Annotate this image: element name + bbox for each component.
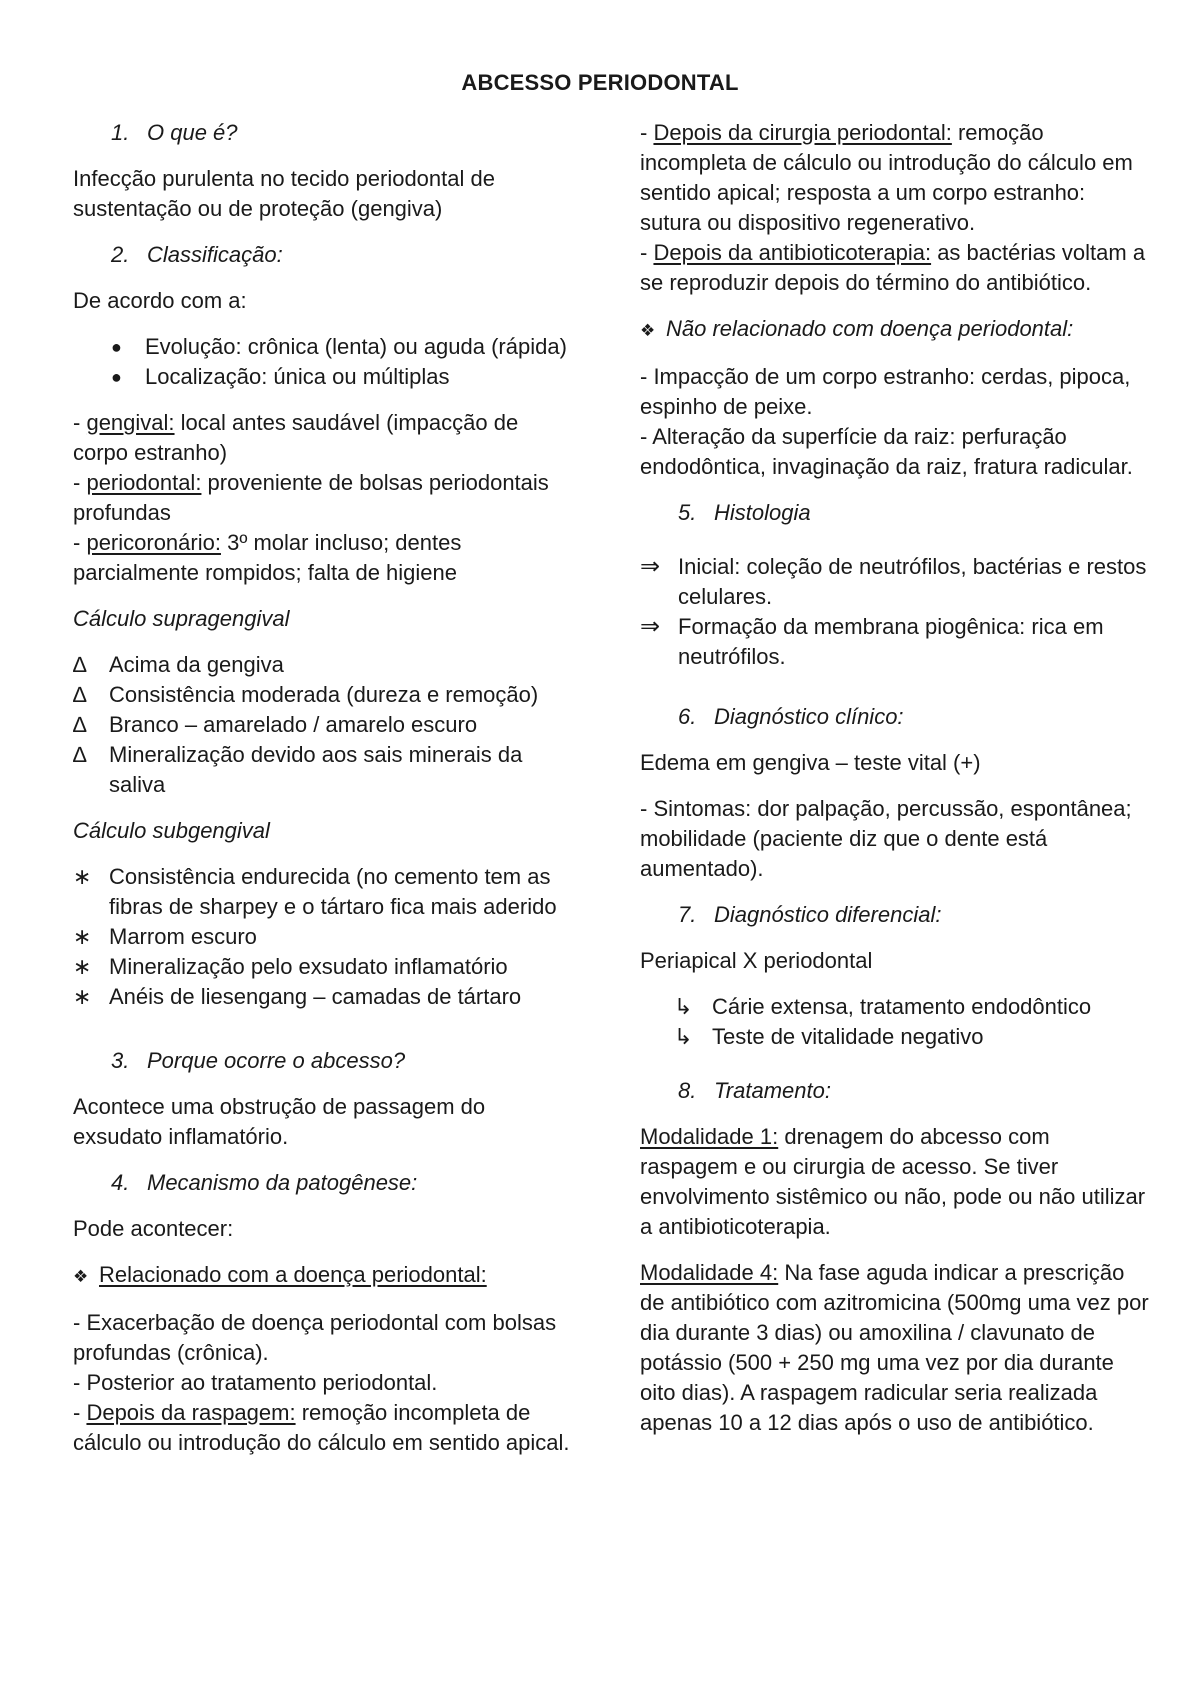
related-paragraphs <box>73 1308 578 1458</box>
related-item-1: - Exacerbação de doença periodontal com bolsas profundas (crônica). <box>73 1310 557 1365</box>
after-surgery-item: - Depois da cirurgia periodontal: remoção incompleta de cálculo ou introdução do cálculo em sentido apical; resposta a um corpo estranho: sutura ou dispositivo regenerativo. <box>640 120 1133 235</box>
paragraph-differential-intro: Periapical X periodontal <box>640 948 873 973</box>
list-item: ∗ Marrom escuro <box>73 922 578 952</box>
not-related-paragraphs <box>640 362 1150 482</box>
list-item: ⇒ Inicial: coleção de neutrófilos, bactérias e restos celulares. <box>640 553 1147 609</box>
supragingival-heading: Cálculo supragengival <box>73 606 290 631</box>
related-heading: ❖ Relacionado com a doença periodontal: <box>73 1260 578 1292</box>
list-item: ∗ Mineralização pelo exsudato inflamatório <box>73 952 578 982</box>
list-item: ∗ Consistência endurecida (no cemento tem as fibras de sharpey e o tártaro fica mais aderido <box>73 864 557 919</box>
paragraph-clinical-1: Edema em gengiva – teste vital (+) <box>640 750 981 775</box>
list-item: ∆ Consistência moderada (dureza e remoção) <box>73 680 578 710</box>
asterisk-icon: ∗ <box>73 954 92 979</box>
list-item: ● Evolução: crônica (lenta) ou aguda (rápida) <box>73 332 578 362</box>
after-antibiotic-item: - Depois da antibioticoterapia: as bactérias voltam a se reproduzir depois do término do antibiótico. <box>640 240 1146 295</box>
related-item-2: - Posterior ao tratamento periodontal. <box>73 1370 438 1395</box>
paragraph-clinical-2: - Sintomas: dor palpação, percussão, espontânea; mobilidade (paciente diz que o dente está aumentado). <box>640 796 1132 881</box>
right-column <box>640 118 1150 1454</box>
type-pericoronario: - pericoronário: 3º molar incluso; dentes parcialmente rompidos; falta de higiene <box>73 530 462 585</box>
delta-icon: ∆ <box>73 742 87 767</box>
section-heading-5: 5. Histologia <box>678 500 811 525</box>
section-heading-4: 4. Mecanismo da patogênese: <box>111 1170 418 1195</box>
diamond-icon: ❖ <box>73 1267 89 1286</box>
histology-list <box>640 552 1150 672</box>
list-item: ● Localização: única ou múltiplas <box>73 362 578 392</box>
paragraph-modality-4: Modalidade 4: Na fase aguda indicar a prescrição de antibiótico com azitromicina (500mg uma vez por dia durante 3 dias) ou amoxilina / clavunato de potássio (500 + 250 mg uma vez por dia durante oito dias). A raspagem radicular seria realizada apenas 10 a 12 dias após o uso de antibiótico. <box>640 1260 1149 1435</box>
section-heading-2: 2. Classificação: <box>111 242 283 267</box>
after-procedures <box>640 118 1150 298</box>
list-item: ∆ Mineralização devido aos sais minerais da saliva <box>73 742 523 797</box>
subgingival-heading: Cálculo subgengival <box>73 818 270 843</box>
bullet-icon: ● <box>111 337 122 357</box>
asterisk-icon: ∗ <box>73 864 92 889</box>
left-column <box>73 118 578 1458</box>
section-heading-8: 8. Tratamento: <box>678 1078 831 1103</box>
abscess-types <box>73 408 578 588</box>
bullet-icon: ● <box>111 367 122 387</box>
paragraph-modality-1: Modalidade 1: drenagem do abcesso com raspagem e ou cirurgia de acesso. Se tiver envolvimento sistêmico ou não, pode ou não utilizar a antibioticoterapia. <box>640 1124 1146 1239</box>
list-item: ↳ Teste de vitalidade negativo <box>640 1022 1150 1052</box>
section-heading-7: 7. Diagnóstico diferencial: <box>678 902 942 927</box>
asterisk-icon: ∗ <box>73 924 92 949</box>
asterisk-icon: ∗ <box>73 984 92 1009</box>
delta-icon: ∆ <box>73 652 87 677</box>
type-gengival: - gengival: local antes saudável (impacção de corpo estranho) <box>73 410 519 465</box>
differential-list <box>640 992 1150 1052</box>
paragraph-definition: Infecção purulenta no tecido periodontal de sustentação ou de proteção (gengiva) <box>73 166 495 221</box>
type-periodontal: - periodontal: proveniente de bolsas periodontais profundas <box>73 470 549 525</box>
classification-list <box>73 332 578 392</box>
hook-arrow-icon: ↳ <box>674 994 693 1019</box>
list-item: ∗ Anéis de liesengang – camadas de tártaro <box>73 982 578 1012</box>
section-heading-6: 6. Diagnóstico clínico: <box>678 704 904 729</box>
subgingival-list <box>73 862 578 1012</box>
delta-icon: ∆ <box>73 712 87 737</box>
related-item-3: - Depois da raspagem: remoção incompleta de cálculo ou introdução do cálculo em sentido apical. <box>73 1400 570 1455</box>
list-item: ⇒ Formação da membrana piogênica: rica em neutrófilos. <box>640 613 1104 669</box>
not-related-item-2: - Alteração da superfície da raiz: perfuração endodôntica, invaginação da raiz, fratura radicular. <box>640 424 1133 479</box>
section-heading-1: 1. O que é? <box>111 120 238 145</box>
section-heading-3: 3. Porque ocorre o abcesso? <box>111 1048 406 1073</box>
diamond-icon: ❖ <box>640 321 656 340</box>
not-related-item-1: - Impacção de um corpo estranho: cerdas, pipoca, espinho de peixe. <box>640 364 1131 419</box>
double-arrow-icon: ⇒ <box>640 613 661 640</box>
paragraph-classification-intro: De acordo com a: <box>73 288 247 313</box>
double-arrow-icon: ⇒ <box>640 553 661 580</box>
supragingival-list <box>73 650 578 800</box>
list-item: ∆ Acima da gengiva <box>73 650 578 680</box>
hook-arrow-icon: ↳ <box>674 1024 693 1049</box>
paragraph-cause: Acontece uma obstrução de passagem do exsudato inflamatório. <box>73 1094 486 1149</box>
document-title: ABCESSO PERIODONTAL <box>461 70 739 95</box>
not-related-heading: ❖ Não relacionado com doença periodontal: <box>640 314 1150 346</box>
paragraph-mechanism-intro: Pode acontecer: <box>73 1216 234 1241</box>
list-item: ↳ Cárie extensa, tratamento endodôntico <box>640 992 1150 1022</box>
list-item: ∆ Branco – amarelado / amarelo escuro <box>73 710 578 740</box>
delta-icon: ∆ <box>73 682 87 707</box>
